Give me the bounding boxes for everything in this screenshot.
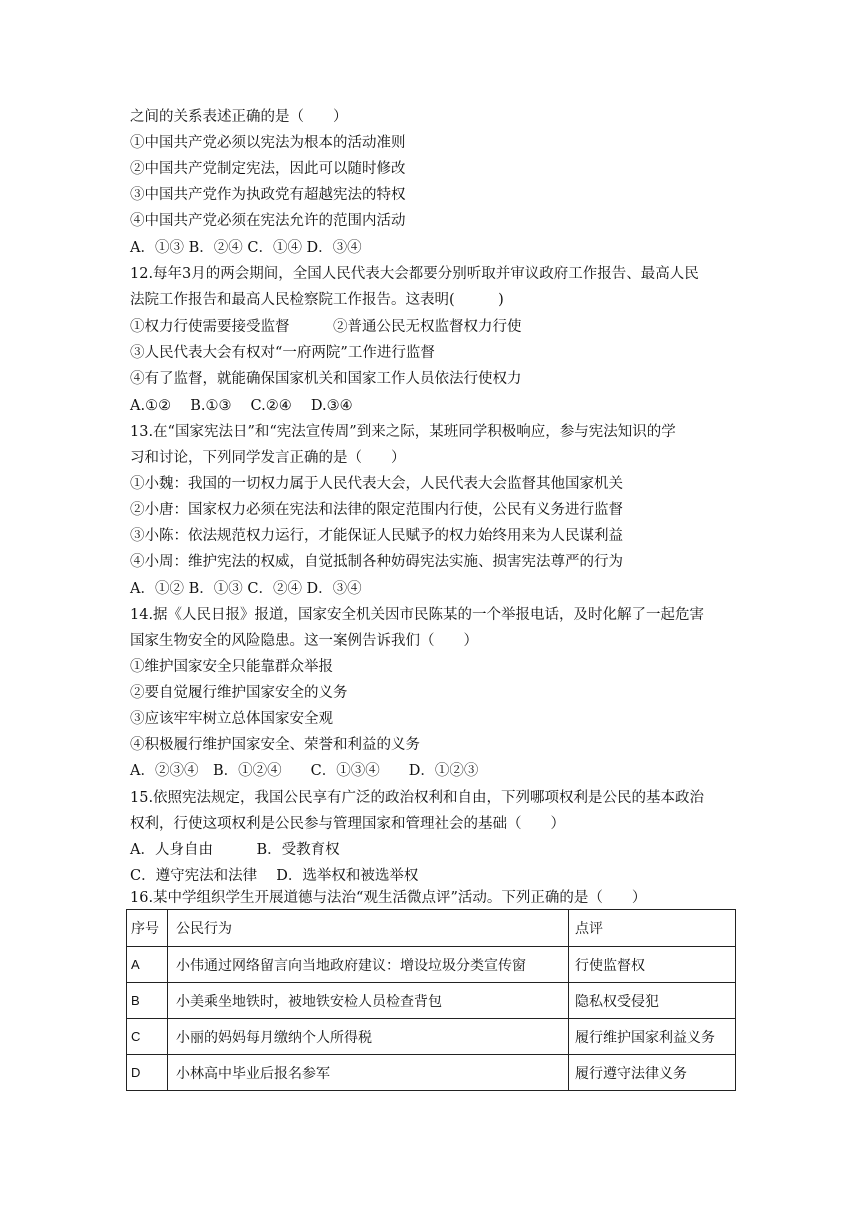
q11-option-3: ③中国共产党作为执政党有超越宪法的特权 bbox=[130, 187, 406, 203]
header-behavior: 公民行为 bbox=[168, 910, 569, 947]
row-index: D bbox=[127, 1055, 168, 1091]
q15-stem-line1: 15.依照宪法规定，我国公民享有广泛的政治权利和自由，下列哪项权利是公民的基本政治 bbox=[130, 790, 705, 806]
q15-choices-cd: C．遵守宪法和法律 D．选举权和被选举权 bbox=[130, 868, 419, 884]
row-behavior: 小美乘坐地铁时，被地铁安检人员检查背包 bbox=[168, 983, 569, 1019]
q12-options-1-2: ①权力行使需要接受监督 ②普通公民无权监督权力行使 bbox=[130, 319, 522, 335]
q11-option-2: ②中国共产党制定宪法，因此可以随时修改 bbox=[130, 161, 406, 177]
q11-choices: A．①③ B．②④ C．①④ D．③④ bbox=[130, 240, 362, 256]
row-index: B bbox=[127, 983, 168, 1019]
q12-stem-line2: 法院工作报告和最高人民检察院工作报告。这表明( ) bbox=[130, 292, 504, 308]
q13-option-3: ③小陈：依法规范权力运行，才能保证人民赋予的权力始终用来为人民谋利益 bbox=[130, 528, 623, 544]
row-behavior: 小林高中毕业后报名参军 bbox=[168, 1055, 569, 1091]
q12-stem-line1: 12.每年3月的两会期间，全国人民代表大会都要分别听取并审议政府工作报告、最高人民 bbox=[130, 266, 699, 282]
q13-option-1: ①小魏：我国的一切权力属于人民代表大会，人民代表大会监督其他国家机关 bbox=[130, 476, 623, 492]
q14-option-3: ③应该牢牢树立总体国家安全观 bbox=[130, 711, 333, 727]
q12-option-3: ③人民代表大会有权对“一府两院”工作进行监督 bbox=[130, 345, 435, 361]
q11-option-1: ①中国共产党必须以宪法为根本的活动准则 bbox=[130, 135, 406, 151]
q16-table bbox=[126, 909, 736, 1091]
table-row bbox=[127, 1019, 736, 1055]
q14-option-2: ②要自觉履行维护国家安全的义务 bbox=[130, 685, 348, 701]
q15-stem-line2: 权利，行使这项权利是公民参与管理国家和管理社会的基础（ ） bbox=[130, 816, 565, 832]
q13-option-2: ②小唐：国家权力必须在宪法和法律的限定范围内行使，公民有义务进行监督 bbox=[130, 502, 623, 518]
q15-choices-ab: A．人身自由 B．受教育权 bbox=[130, 842, 340, 858]
table-header-row bbox=[127, 910, 736, 947]
q12-option-4: ④有了监督，就能确保国家机关和国家工作人员依法行使权力 bbox=[130, 371, 522, 387]
q13-stem-line1: 13.在“国家宪法日”和“宪法宣传周”到来之际，某班同学积极响应，参与宪法知识的学 bbox=[130, 424, 676, 440]
q14-choices: A．②③④ B．①②④ C．①③④ D．①②③ bbox=[130, 763, 479, 779]
table-row bbox=[127, 947, 736, 983]
row-comment: 履行维护国家利益义务 bbox=[569, 1019, 736, 1055]
q11-option-4: ④中国共产党必须在宪法允许的范围内活动 bbox=[130, 213, 406, 229]
q12-choices: A.①② B.①③ C.②④ D.③④ bbox=[130, 398, 353, 414]
row-comment: 履行遵守法律义务 bbox=[569, 1055, 736, 1091]
header-comment: 点评 bbox=[569, 910, 736, 947]
q16-stem: 16.某中学组织学生开展道德与法治“观生活微点评”活动。下列正确的是（ ） bbox=[130, 890, 647, 906]
row-comment: 隐私权受侵犯 bbox=[569, 983, 736, 1019]
header-index: 序号 bbox=[127, 910, 168, 947]
table-row bbox=[127, 1055, 736, 1091]
q14-stem-line2: 国家生物安全的风险隐患。这一案例告诉我们（ ） bbox=[130, 633, 478, 649]
q11-stem-continuation: 之间的关系表述正确的是（ ） bbox=[130, 109, 348, 125]
row-index: A bbox=[127, 947, 168, 983]
q13-option-4: ④小周：维护宪法的权威，自觉抵制各种妨碍宪法实施、损害宪法尊严的行为 bbox=[130, 554, 623, 570]
row-comment: 行使监督权 bbox=[569, 947, 736, 983]
q13-stem-line2: 习和讨论，下列同学发言正确的是（ ） bbox=[130, 450, 406, 466]
row-behavior: 小丽的妈妈每月缴纳个人所得税 bbox=[168, 1019, 569, 1055]
row-behavior: 小伟通过网络留言向当地政府建议：增设垃圾分类宣传窗 bbox=[168, 947, 569, 983]
q14-option-1: ①维护国家安全只能靠群众举报 bbox=[130, 659, 333, 675]
row-index: C bbox=[127, 1019, 168, 1055]
q14-option-4: ④积极履行维护国家安全、荣誉和利益的义务 bbox=[130, 737, 420, 753]
q14-stem-line1: 14.据《人民日报》报道，国家安全机关因市民陈某的一个举报电话，及时化解了一起危害 bbox=[130, 607, 705, 623]
table-row bbox=[127, 983, 736, 1019]
q13-choices: A．①② B．①③ C．②④ D．③④ bbox=[130, 581, 362, 597]
